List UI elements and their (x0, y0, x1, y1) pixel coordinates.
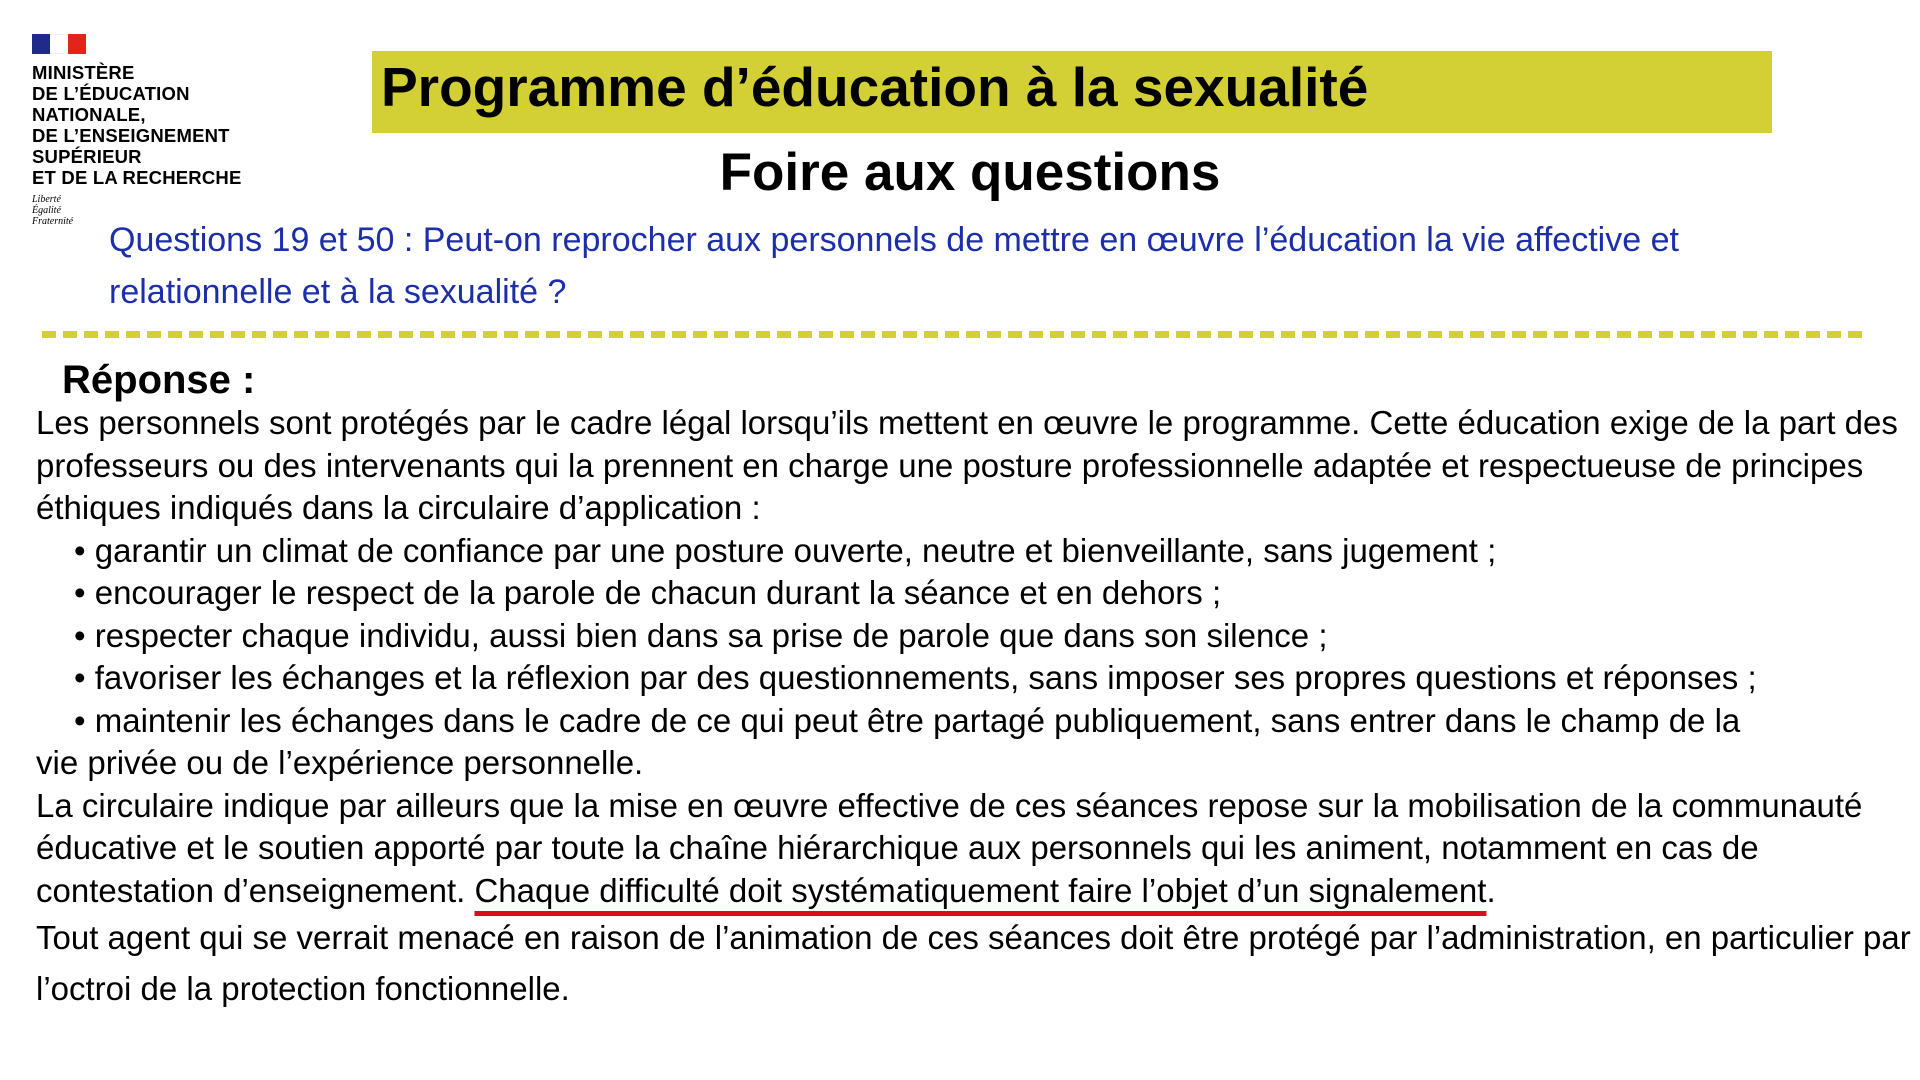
dashed-divider (42, 331, 1862, 338)
ministry-name-line: NATIONALE, (32, 104, 146, 125)
answer-heading: Réponse : (62, 358, 256, 402)
ministry-name-line: ET DE LA RECHERCHE (32, 167, 242, 188)
ministry-name-line: SUPÉRIEUR (32, 146, 142, 167)
answer-bullet-end: vie privée ou de l’expérience personnelle. (36, 744, 644, 781)
answer-bullet-start: • maintenir les échanges dans le cadre de ce qui peut être partagé publiquement, sans entrer dans le champ de la (74, 701, 1741, 739)
answer-bullet: • garantir un climat de confiance par une posture ouverte, neutre et bienveillante, sans jugement ; (74, 531, 1497, 569)
answer-bullet: • respecter chaque individu, aussi bien dans sa prise de parole que dans son silence ; (74, 616, 1328, 654)
ministry-name-line: MINISTÈRE (32, 62, 135, 83)
answer-bullet: • favoriser les échanges et la réflexion par des questionnements, sans imposer ses propres questions et réponses ; (74, 659, 1757, 696)
french-flag-icon (32, 34, 86, 54)
question-text: Questions 19 et 50 : Peut-on reprocher aux personnels de mettre en œuvre l’éducation la vie affective et relationnelle et à la sexualité ? (109, 221, 1679, 311)
ministry-name-line: DE L’ÉDUCATION (32, 83, 190, 104)
motto-line: Liberté (32, 194, 61, 205)
answer-paragraph-2 (36, 785, 1916, 913)
title-banner: Programme d’éducation à la sexualité (372, 51, 1772, 133)
answer-intro: Les personnels sont protégés par le cadre légal lorsqu’ils mettent en œuvre le programme. Cette éducation exige de la part des professeurs ou des intervenants qui la prennent en charge une posture professionnelle adaptée et respectueuse de principes éthiques indiqués dans la circulaire d’application : (36, 404, 1898, 526)
para2-text: La circulaire indique par ailleurs que la mise en œuvre effective de ces séances repose sur la mobilisation de la communauté éducative et le soutien apporté par toute la chaîne hiérarchique aux personnels qui les animent, notamment en cas de contestation d’enseignement. (36, 786, 1863, 909)
motto-line: Égalité (32, 205, 61, 216)
answer-paragraph-3: Tout agent qui se verrait menacé en raison de l’animation de ces séances doit être protégé par l’administration, en particulier par l’octroi de la protection fonctionnelle. (36, 919, 1911, 1007)
motto-line: Fraternité (32, 216, 74, 227)
page-subtitle: Foire aux questions (719, 143, 1221, 202)
answer-body (36, 402, 1916, 1014)
answer-bullet: • encourager le respect de la parole de chacun durant la séance et en dehors ; (74, 574, 1222, 611)
ministry-name-line: DE L’ENSEIGNEMENT (32, 125, 230, 146)
highlighted-sentence: Chaque difficulté doit systématiquement faire l’objet d’un signalement (474, 871, 1487, 909)
para2-end: . (1486, 871, 1496, 909)
